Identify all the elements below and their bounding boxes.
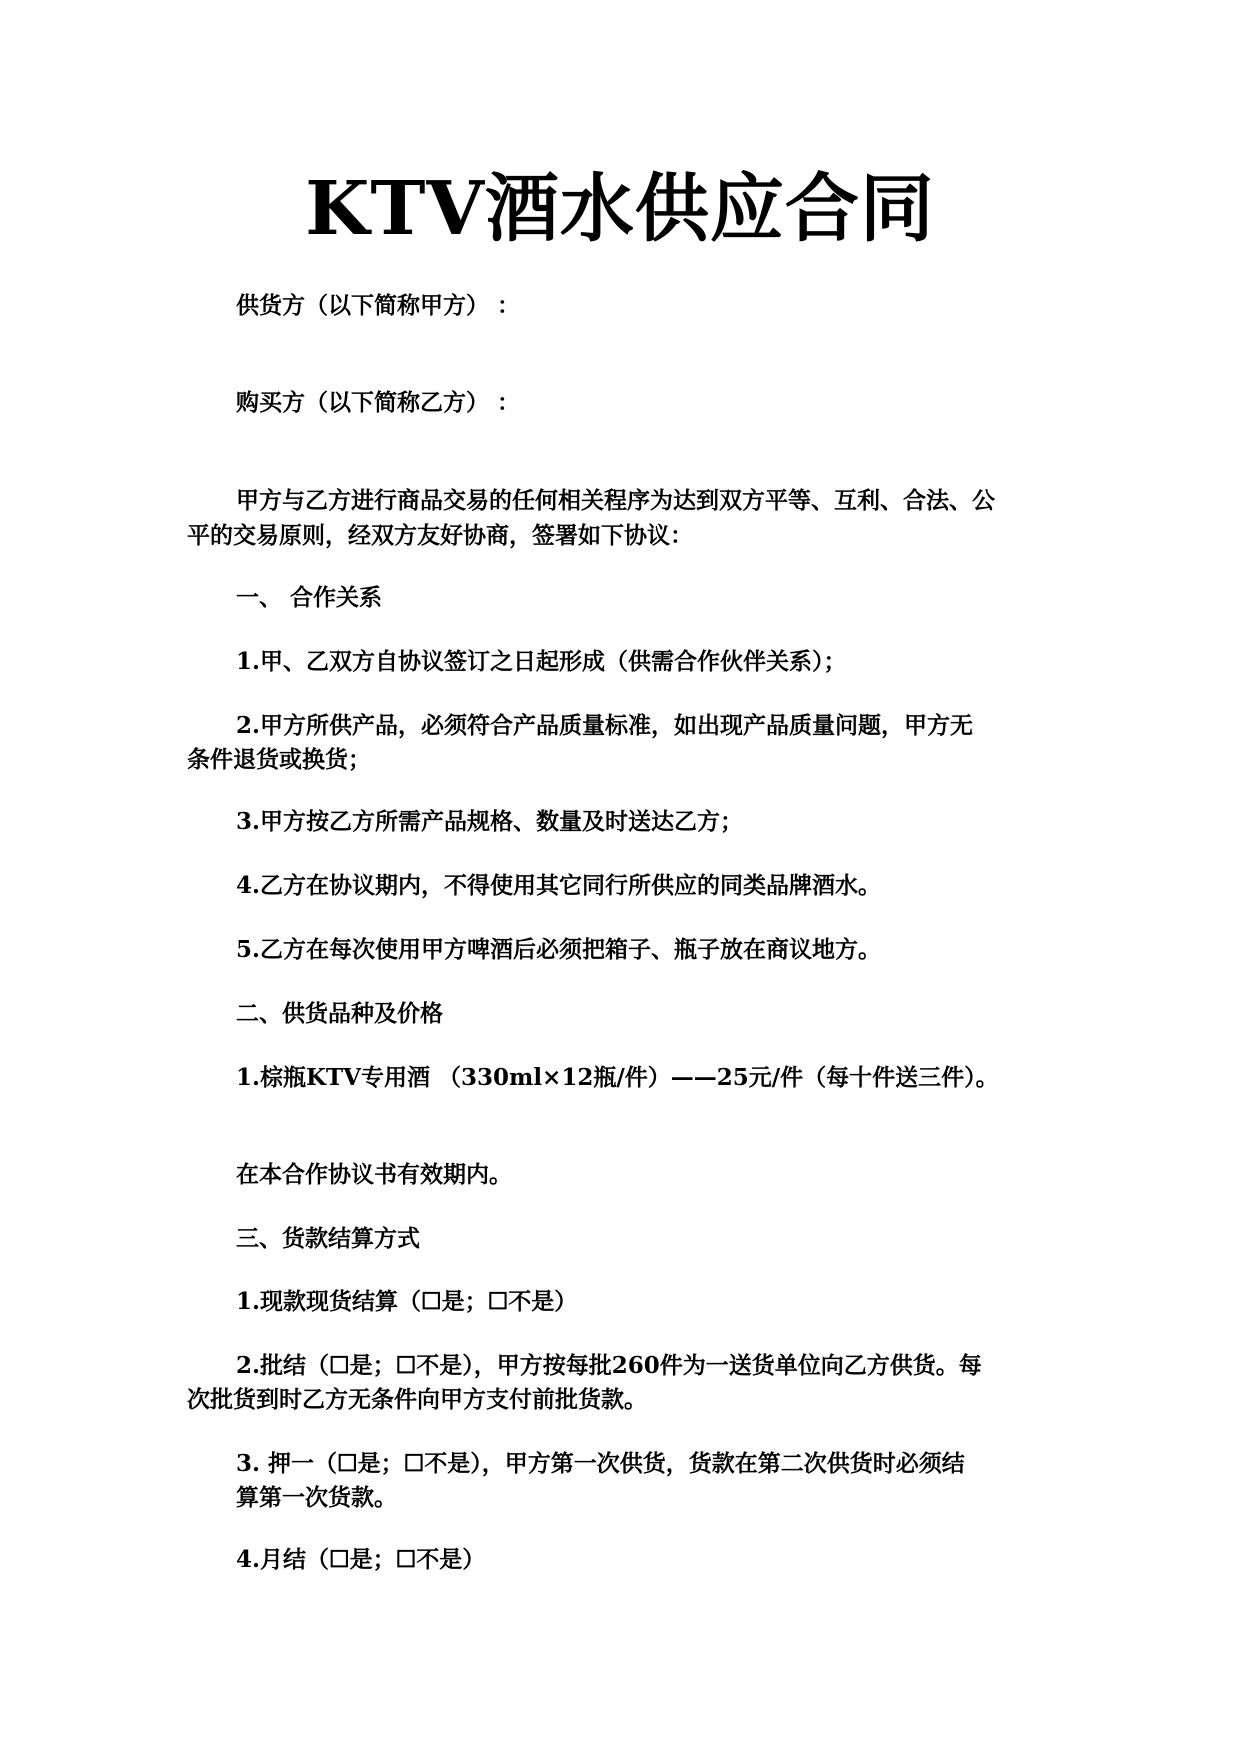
- section-1-item-2-line-1: 2.甲方所供产品，必须符合产品质量标准，如出现产品质量问题，甲方无: [236, 712, 974, 739]
- section-3-item-2-line-1: 2.批结（☐是；☐不是），甲方按每批260件为一送货单位向乙方供货。每: [236, 1352, 982, 1379]
- supplier-party-line: 供货方（以下简称甲方） ：: [236, 292, 521, 319]
- section-2-heading: 二、供货品种及价格: [236, 1000, 443, 1027]
- preamble-line-2: 平的交易原则，经双方友好协商，签署如下协议：: [187, 522, 693, 549]
- document-title: KTV酒水供应合同: [305, 166, 935, 252]
- section-3-item-3-line-2: 算第一次货款。: [236, 1484, 397, 1511]
- section-3-item-4: 4.月结（☐是；☐不是）: [236, 1546, 486, 1573]
- section-3-item-3-line-1: 3. 押一（☐是；☐不是），甲方第一次供货，货款在第二次供货时必须结: [236, 1450, 965, 1477]
- section-3-heading: 三、货款结算方式: [236, 1225, 420, 1252]
- section-1-heading: 一、 合作关系: [236, 584, 383, 611]
- section-1-item-4: 4.乙方在协议期内，不得使用其它同行所供应的同类品牌酒水。: [236, 872, 882, 899]
- section-1-item-5: 5.乙方在每次使用甲方啤酒后必须把箱子、瓶子放在商议地方。: [236, 936, 882, 963]
- buyer-party-line: 购买方（以下简称乙方） ：: [236, 389, 521, 416]
- section-1-item-3: 3.甲方按乙方所需产品规格、数量及时送达乙方；: [236, 808, 744, 835]
- section-3-item-1: 1.现款现货结算（☐是；☐不是）: [236, 1288, 578, 1315]
- section-1-item-1: 1.甲、乙双方自协议签订之日起形成（供需合作伙伴关系）；: [236, 648, 847, 675]
- section-2-item-1: 1.棕瓶KTV专用酒 （330ml×12瓶/件）——25元/件（每十件送三件）。: [236, 1064, 999, 1091]
- section-2-note: 在本合作协议书有效期内。: [236, 1161, 512, 1188]
- section-3-item-2-line-2: 次批货到时乙方无条件向甲方支付前批货款。: [187, 1386, 647, 1413]
- section-1-item-2-line-2: 条件退货或换货；: [187, 746, 371, 773]
- preamble-line-1: 甲方与乙方进行商品交易的任何相关程序为达到双方平等、互利、合法、公: [236, 487, 995, 514]
